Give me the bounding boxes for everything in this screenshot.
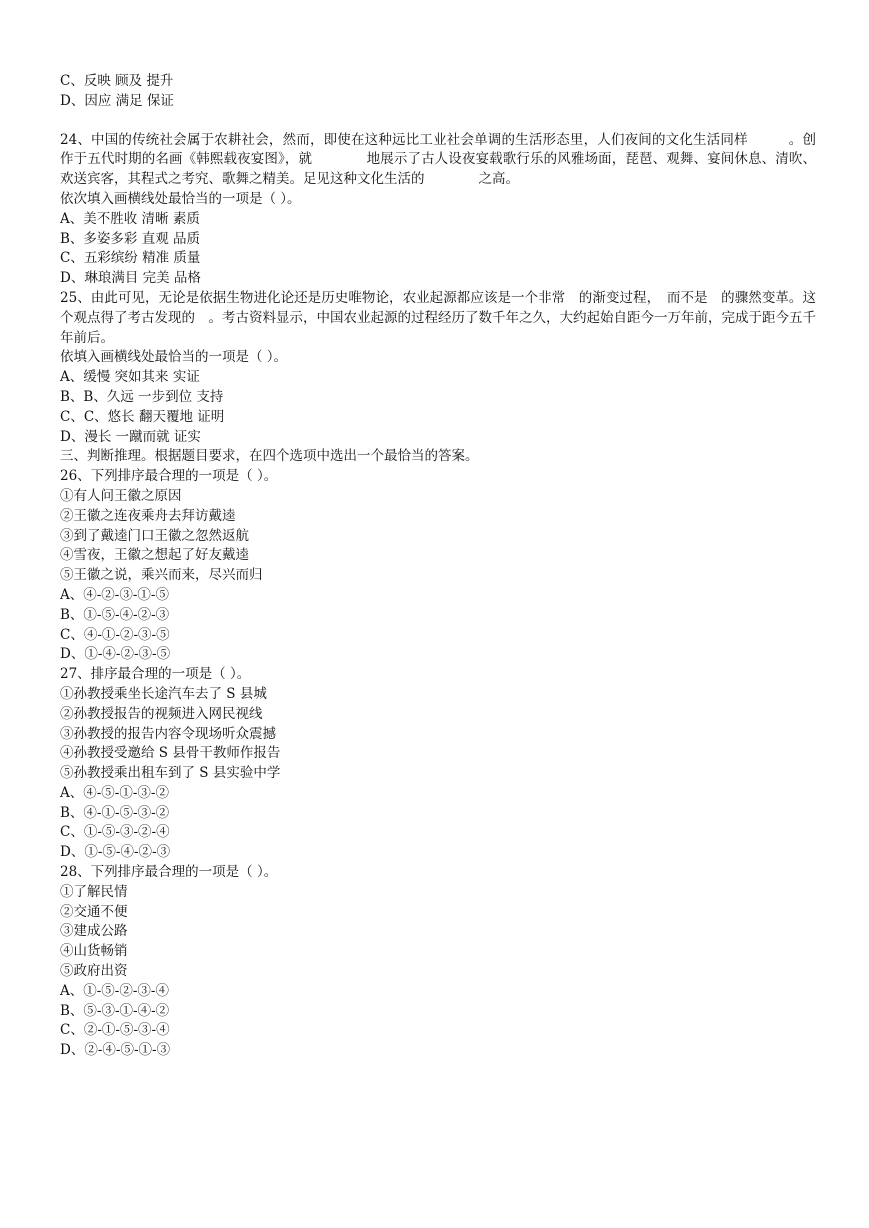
sequence-item: ④雪夜，王徽之想起了好友戴逵 — [60, 547, 249, 564]
sequence-item: ③孙教授的报告内容令现场听众震撼 — [60, 725, 276, 742]
sequence-item: ⑤政府出资 — [60, 963, 128, 980]
option-d: D、漫长 一蹴而就 证实 — [60, 428, 201, 445]
option-d: D、琳琅满目 完美 品格 — [60, 270, 201, 287]
sequence-item: ④孙教授受邀给 S 县骨干教师作报告 — [60, 745, 281, 762]
option-a: A、美不胜收 清晰 素质 — [60, 210, 200, 227]
option-a: A、④-②-③-①-⑤ — [60, 586, 169, 603]
option-c: C、④-①-②-③-⑤ — [60, 626, 170, 643]
option-b: B、B、久远 一步到位 支持 — [60, 388, 224, 405]
option-a: A、④-⑤-①-③-② — [60, 784, 169, 801]
sequence-item: ④山货畅销 — [60, 943, 128, 960]
sequence-item: ①有人问王徽之原因 — [60, 487, 182, 504]
sequence-item: ②孙教授报告的视频进入网民视线 — [60, 705, 263, 722]
sequence-item: ③到了戴逵门口王徽之忽然返航 — [60, 527, 249, 544]
question-stem: 24、中国的传统社会属于农耕社会，然而，即使在这种远比工业社会单调的生活形态里，人们夜间的文化生活同样 。创作于五代时期的名画《韩熙载夜宴图》，就 地展示了古人设夜宴载歌行乐的风雅场面，琵琶、观舞、宴间休息、清吹、欢送宾客，其程式之考究、歌舞之精美。足见这种文化生活的 之高。 — [60, 131, 816, 188]
option-c: C、C、悠长 翻天覆地 证明 — [60, 408, 225, 425]
question-prompt: 依次填入画横线处最恰当的一项是（ ）。 — [60, 190, 301, 207]
sequence-item: ①孙教授乘坐长途汽车去了 S 县城 — [60, 685, 267, 702]
option-d: D、②-④-⑤-①-③ — [60, 1042, 171, 1059]
sequence-item: ⑤孙教授乘出租车到了 S 县实验中学 — [60, 765, 281, 782]
question-stem: 26、下列排序最合理的一项是（ ）。 — [60, 468, 278, 485]
option-c: C、反映 顾及 提升 — [60, 73, 174, 89]
option-b: B、④-①-⑤-③-② — [60, 804, 170, 821]
blank-gap — [60, 112, 816, 131]
sequence-item: ①了解民情 — [60, 883, 128, 900]
option-d: D、①-⑤-④-②-③ — [60, 844, 171, 861]
option-a: A、缓慢 突如其来 实证 — [60, 369, 200, 386]
sequence-item: ②交通不便 — [60, 903, 128, 920]
sequence-item: ②王徽之连夜乘舟去拜访戴逵 — [60, 507, 236, 524]
question-24 — [60, 131, 816, 289]
question-28 — [60, 863, 816, 1061]
option-c: C、①-⑤-③-②-④ — [60, 824, 170, 841]
sequence-item: ⑤王徽之说，乘兴而来，尽兴而归 — [60, 567, 263, 584]
option-a: A、①-⑤-②-③-④ — [60, 982, 169, 999]
option-b: B、多姿多彩 直观 品质 — [60, 230, 201, 247]
section-heading: 三、判断推理。根据题目要求，在四个选项中选出一个最恰当的答案。 — [60, 448, 479, 465]
question-prompt: 依填入画横线处最恰当的一项是（ ）。 — [60, 349, 288, 366]
question-stem: 25、由此可见，无论是依据生物进化论还是历史唯物论，农业起源都应该是一个非常 的渐变过程， 而不是 的骤然变革。这个观点得了考古发现的 。考古资料显示，中国农业起源的过程经历了数千年之久，大约起始自距今一万年前，完成于距今五千年前后。 — [60, 289, 816, 346]
question-25 — [60, 289, 816, 447]
option-d: D、因应 满足 保证 — [60, 92, 174, 109]
question-26 — [60, 467, 816, 665]
question-stem: 28、下列排序最合理的一项是（ ）。 — [60, 864, 278, 881]
option-c: C、五彩缤纷 精准 质量 — [60, 250, 201, 267]
question-27 — [60, 665, 816, 863]
option-c: C、②-①-⑤-③-④ — [60, 1022, 170, 1039]
option-b: B、⑤-③-①-④-② — [60, 1002, 170, 1019]
question-stem: 27、排序最合理的一项是（ ）。 — [60, 666, 251, 683]
document-page — [60, 72, 816, 1061]
sequence-item: ③建成公路 — [60, 923, 128, 940]
option-d: D、①-④-②-③-⑤ — [60, 646, 171, 663]
option-b: B、①-⑤-④-②-③ — [60, 606, 170, 623]
